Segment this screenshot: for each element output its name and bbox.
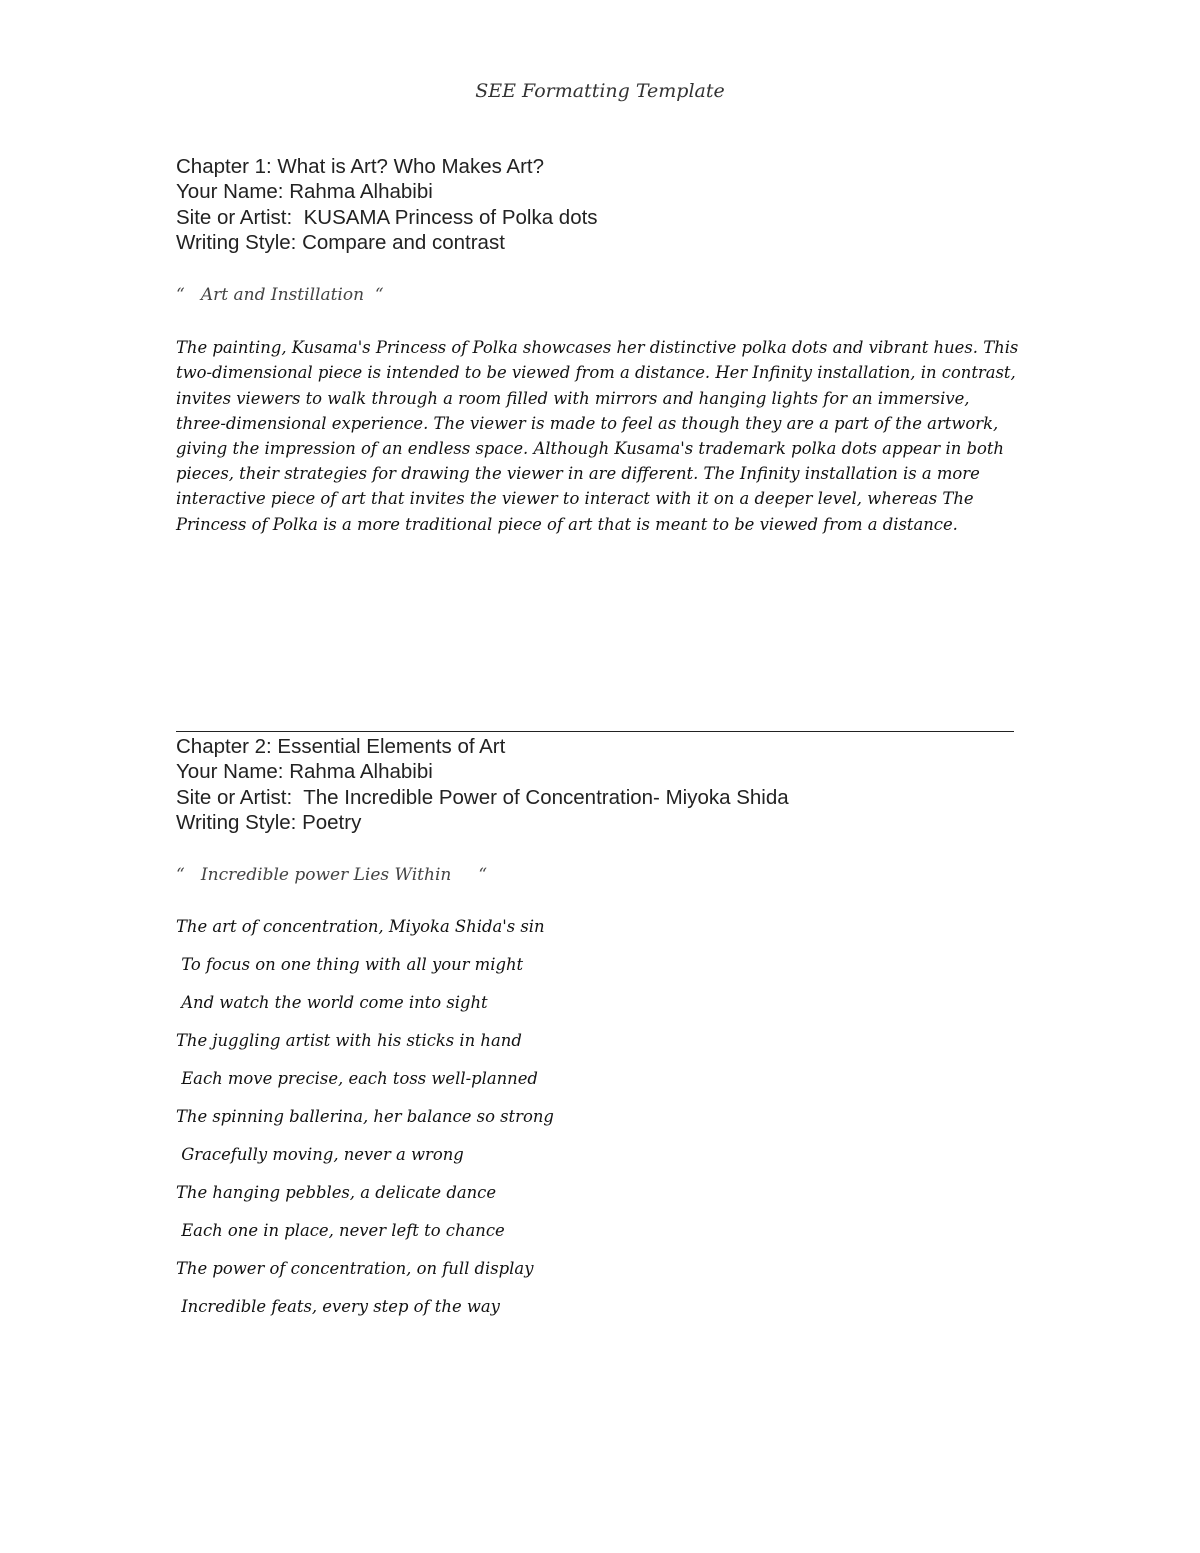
site-or-artist: Site or Artist: KUSAMA Princess of Polka dots bbox=[176, 205, 598, 229]
poem-line: And watch the world come into sight bbox=[176, 993, 488, 1013]
poem-line: Each move precise, each toss well-planned bbox=[176, 1069, 538, 1089]
poem-line: The power of concentration, on full display bbox=[176, 1259, 534, 1279]
poem-line: The hanging pebbles, a delicate dance bbox=[176, 1183, 497, 1203]
poem-line: Incredible feats, every step of the way bbox=[176, 1297, 500, 1317]
poem-line: The juggling artist with his sticks in hand bbox=[176, 1031, 522, 1051]
poem-line: To focus on one thing with all your might bbox=[176, 955, 524, 975]
poem-line: The art of concentration, Miyoka Shida's sin bbox=[176, 917, 545, 937]
poem-line: The spinning ballerina, her balance so strong bbox=[176, 1107, 554, 1127]
your-name: Your Name: Rahma Alhabibi bbox=[176, 760, 433, 784]
poem-title: “ Incredible power Lies Within “ bbox=[176, 865, 488, 886]
chapter-1-section bbox=[176, 154, 1019, 537]
your-name: Your Name: Rahma Alhabibi bbox=[176, 180, 433, 204]
writing-style: Writing Style: Compare and contrast bbox=[176, 230, 505, 254]
section-divider bbox=[176, 731, 1014, 732]
poem-line: Each one in place, never left to chance bbox=[176, 1221, 505, 1241]
poem-line: Gracefully moving, never a wrong bbox=[176, 1145, 464, 1165]
site-or-artist: Site or Artist: The Incredible Power of Concentration- Miyoka Shida bbox=[176, 785, 789, 809]
chapter-title: Chapter 1: What is Art? Who Makes Art? bbox=[176, 155, 545, 178]
chapter-title: Chapter 2: Essential Elements of Art bbox=[176, 735, 506, 758]
essay-body: The painting, Kusama's Princess of Polka showcases her distinctive polka dots and vibrant hues. This two-dimensional piece is intended to be viewed from a distance. Her Infinity installation, in contrast, invites viewers to walk through a room filled with mirrors and hanging lights for an immersive, three-dimensional experience. The viewer is made to feel as though they are a part of the artwork, giving the impression of an endless space. Although Kusama's trademark polka dots appear in both pieces, their strategies for drawing the viewer in are different. The Infinity installation is a more interactive piece of art that invites the viewer to interact with it on a deeper level, whereas The Princess of Polka is a more traditional piece of art that is meant to be viewed from a distance. bbox=[176, 338, 1019, 534]
chapter-2-section bbox=[176, 734, 1016, 1334]
poem bbox=[176, 916, 1016, 1334]
essay-title: “ Art and Instillation “ bbox=[176, 285, 384, 306]
writing-style: Writing Style: Poetry bbox=[176, 810, 362, 834]
page-header: SEE Formatting Template bbox=[475, 80, 725, 102]
